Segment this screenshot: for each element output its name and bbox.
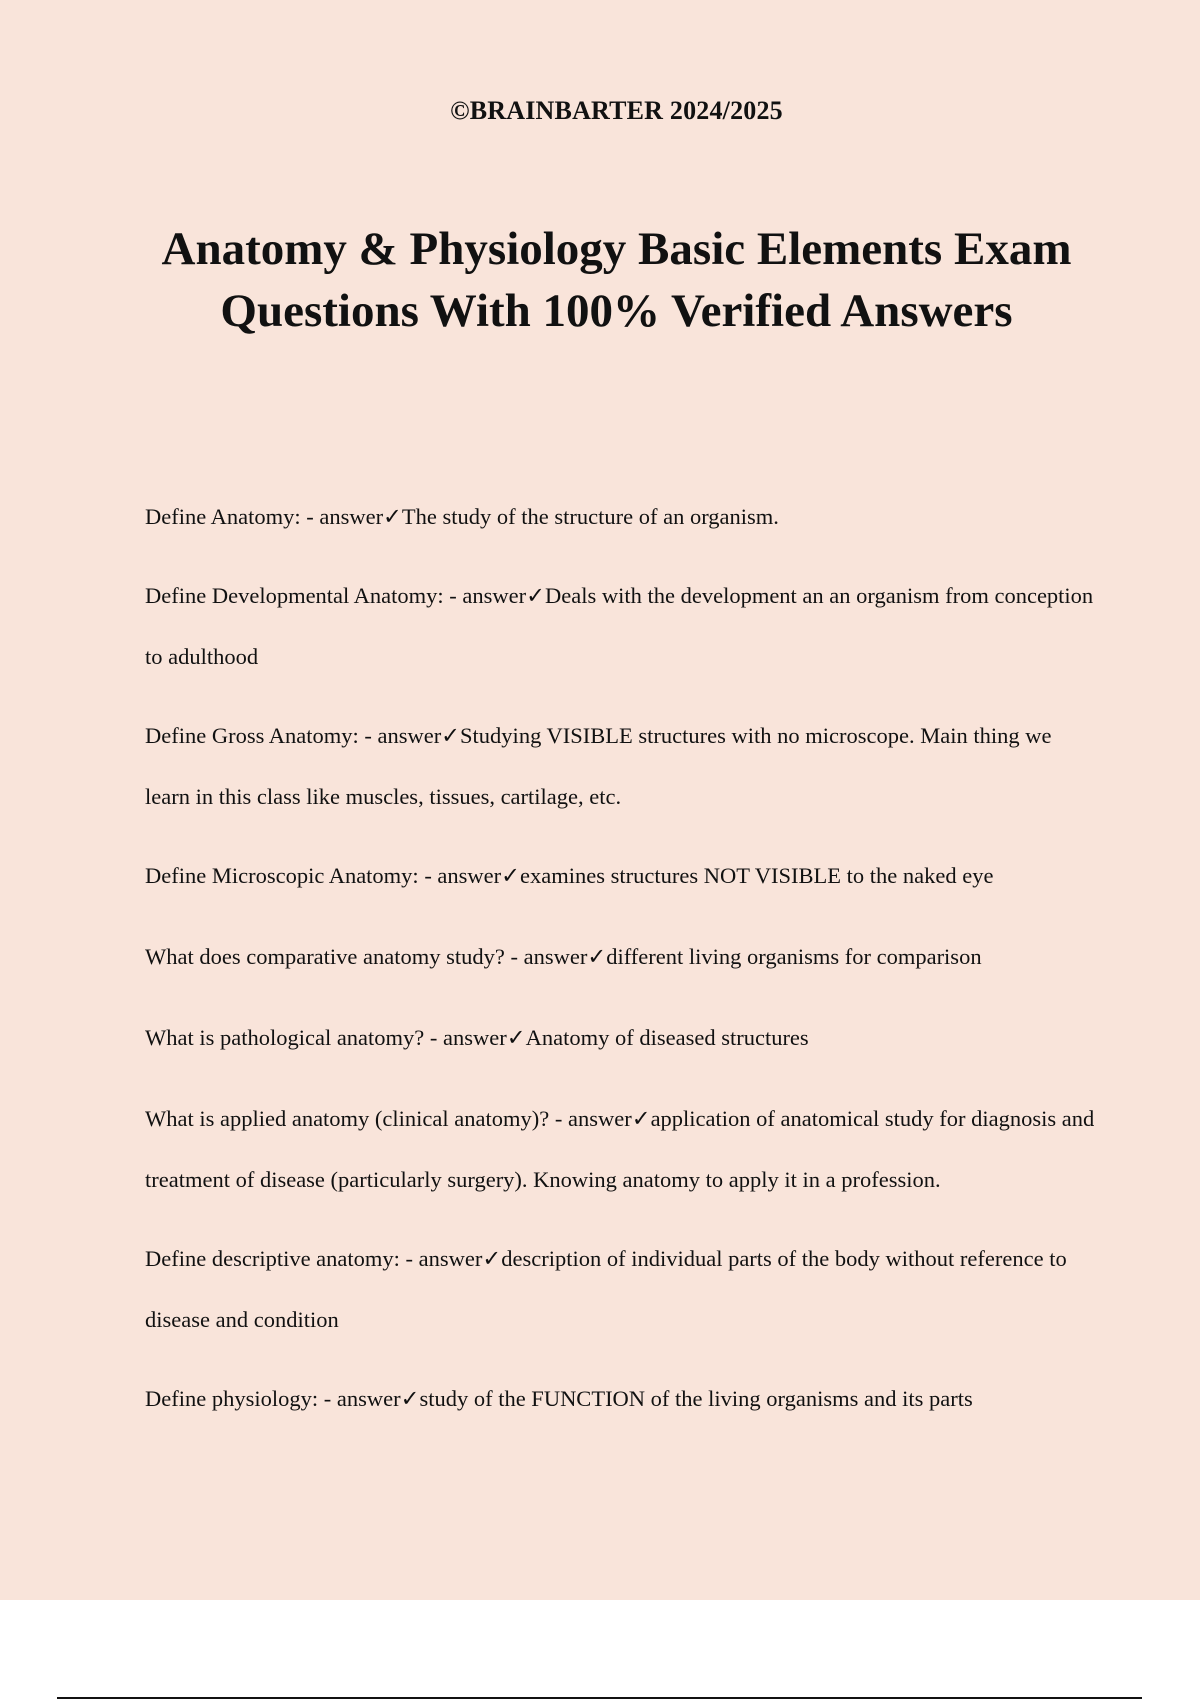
copyright-header: ©BRAINBARTER 2024/2025 <box>450 96 783 125</box>
qa-answer-marker: - answer✓ <box>443 583 545 608</box>
qa-answer: different living organisms for comparison <box>606 944 982 969</box>
qa-answer: The study of the structure of an organism. <box>401 504 779 529</box>
qa-question: Define Gross Anatomy: <box>145 723 359 748</box>
qa-answer-marker: - answer✓ <box>318 1386 420 1411</box>
qa-answer: description of individual parts of the body without reference to disease and condition <box>145 1246 1067 1332</box>
qa-question: Define physiology: <box>145 1386 319 1411</box>
qa-answer-marker: - answer✓ <box>300 504 402 529</box>
qa-item <box>145 926 1095 987</box>
qa-question: What is applied anatomy (clinical anatomy)? <box>145 1106 550 1131</box>
qa-answer: Anatomy of diseased structures <box>525 1025 809 1050</box>
qa-question: Define descriptive anatomy: <box>145 1246 400 1271</box>
title-line-1: Anatomy & Physiology Basic Elements Exam <box>161 223 1072 275</box>
qa-item <box>145 705 1095 827</box>
document-title <box>0 218 1200 342</box>
qa-answer: Deals with the development an an organism from conception to adulthood <box>145 583 1094 669</box>
qa-answer-marker: - answer✓ <box>504 944 607 969</box>
qa-answer: Studying VISIBLE structures with no microscope. Main thing we learn in this class like muscles, tissues, cartilage, etc. <box>145 723 1052 809</box>
qa-answer-marker: - answer✓ <box>418 863 521 888</box>
qa-answer: study of the FUNCTION of the living organisms and its parts <box>419 1386 973 1411</box>
qa-item <box>145 1088 1095 1210</box>
qa-list <box>145 486 1095 1447</box>
title-line-2: Questions With 100% Verified Answers <box>220 285 1013 337</box>
qa-answer-marker: - answer✓ <box>358 723 461 748</box>
qa-item <box>145 1007 1095 1068</box>
qa-item <box>145 845 1095 906</box>
bottom-divider <box>57 1697 1142 1699</box>
qa-answer: examines structures NOT VISIBLE to the naked eye <box>520 863 994 888</box>
qa-question: Define Developmental Anatomy: <box>145 583 444 608</box>
qa-answer-marker: - answer✓ <box>549 1106 651 1131</box>
qa-question: What does comparative anatomy study? <box>145 944 505 969</box>
qa-answer: application of anatomical study for diagnosis and treatment of disease (particularly surgery). Knowing anatomy to apply it in a profession. <box>145 1106 1095 1192</box>
qa-item <box>145 486 1095 547</box>
qa-question: What is pathological anatomy? <box>145 1025 425 1050</box>
qa-item <box>145 1368 1095 1429</box>
qa-item <box>145 565 1095 687</box>
qa-question: Define Microscopic Anatomy: <box>145 863 419 888</box>
qa-question: Define Anatomy: <box>145 504 301 529</box>
qa-answer-marker: - answer✓ <box>424 1025 526 1050</box>
qa-answer-marker: - answer✓ <box>399 1246 502 1271</box>
qa-item <box>145 1228 1095 1350</box>
